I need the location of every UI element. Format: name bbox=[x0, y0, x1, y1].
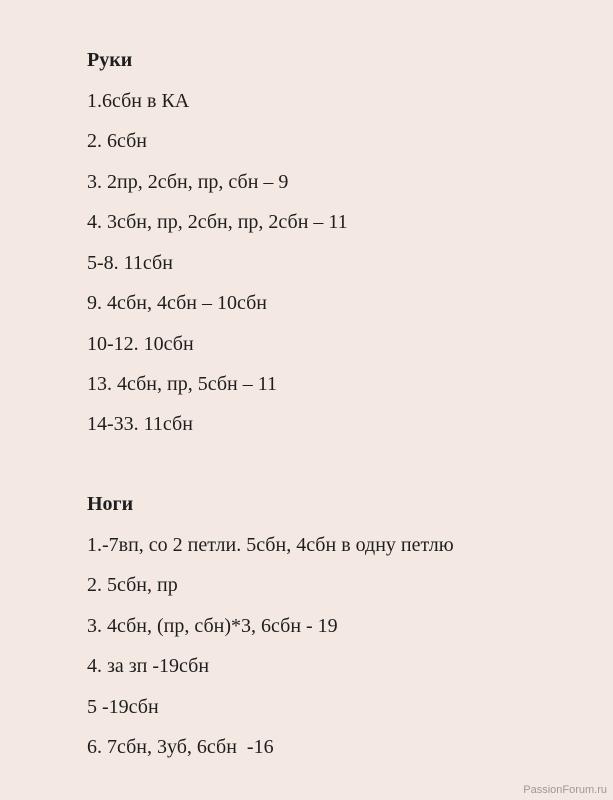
section-title-arms: Руки bbox=[87, 49, 133, 71]
legs-line-4: 4. за зп -19сбн bbox=[87, 655, 210, 677]
arms-line-9: 14-33. 11сбн bbox=[87, 413, 193, 435]
section-title-legs: Ноги bbox=[87, 493, 134, 515]
legs-line-3: 3. 4сбн, (пр, сбн)*3, 6сбн - 19 bbox=[87, 615, 338, 637]
arms-line-7: 10-12. 10сбн bbox=[87, 333, 194, 355]
legs-line-2: 2. 5сбн, пр bbox=[87, 574, 178, 596]
arms-line-3: 3. 2пр, 2сбн, пр, сбн – 9 bbox=[87, 171, 289, 193]
legs-line-5: 5 -19сбн bbox=[87, 696, 159, 718]
legs-line-1: 1.-7вп, со 2 петли. 5сбн, 4сбн в одну петлю bbox=[87, 534, 454, 556]
arms-line-4: 4. 3сбн, пр, 2сбн, пр, 2сбн – 11 bbox=[87, 211, 348, 233]
arms-line-8: 13. 4сбн, пр, 5сбн – 11 bbox=[87, 373, 277, 395]
arms-line-6: 9. 4сбн, 4сбн – 10сбн bbox=[87, 292, 267, 314]
legs-line-6: 6. 7сбн, 3уб, 6сбн -16 bbox=[87, 736, 274, 758]
watermark: PassionForum.ru bbox=[523, 784, 607, 796]
arms-line-5: 5-8. 11сбн bbox=[87, 252, 173, 274]
arms-line-1: 1.6сбн в КА bbox=[87, 90, 190, 112]
arms-line-2: 2. 6сбн bbox=[87, 130, 147, 152]
